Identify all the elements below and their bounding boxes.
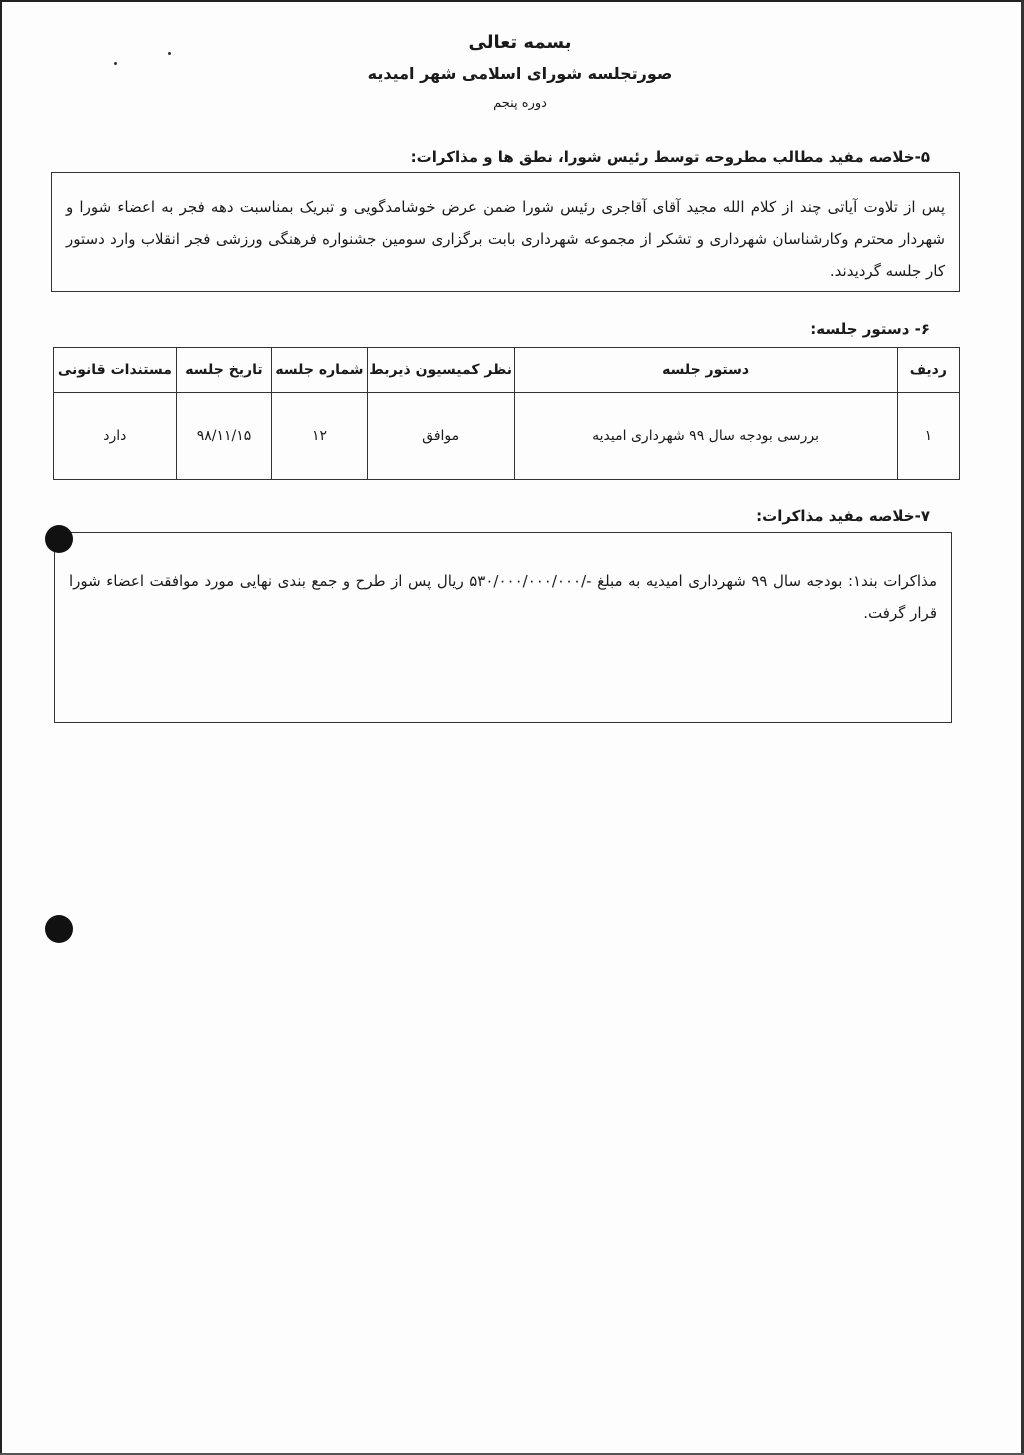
scan-speck [114,62,117,65]
header-session-date: تاریخ جلسه [176,348,272,393]
section5-box [51,172,960,292]
council-term: دوره پنجم [493,96,547,111]
section7-title: ۷-خلاصه مفید مذاکرات: [756,507,930,525]
scan-edge-left [0,0,2,1455]
header-commission: نظر کمیسیون ذیربط [367,348,514,393]
punch-hole [45,525,73,553]
cell-agenda: بررسی بودجه سال ۹۹ شهرداری امیدیه [514,393,897,480]
cell-row-number: ۱ [897,393,959,480]
agenda-table [53,347,960,480]
section7-body: مذاکرات بند۱: بودجه سال ۹۹ شهرداری امیدیه به مبلغ -/۵۳۰/۰۰۰/۰۰۰/۰۰۰ ریال پس از طرح و جمع بندی نهایی مورد موافقت اعضاء شورا قرار گرفت. [69,572,937,622]
header-session-number: شماره جلسه [272,348,368,393]
section5-body: پس از تلاوت آیاتی چند از کلام الله مجید آقای آقاجری رئیس شورا ضمن عرض خوشامدگویی و تبریک بمناسبت دهه فجر به اعضاء شورا و شهردار محترم وکارشناسان شهرداری و تشکر از مجموعه شهرداری بابت برگزاری سومین جشنواره فرهنگی ورزشی فجر انقلاب وارد دستور کار جلسه گردیدند. [66,198,945,280]
cell-session-date: ۹۸/۱۱/۱۵ [176,393,272,480]
cell-legal-docs: دارد [54,393,177,480]
header-agenda: دستور جلسه [514,348,897,393]
section5-title: ۵-خلاصه مفید مطالب مطروحه توسط رئیس شورا، نطق ها و مذاکرات: [410,148,930,166]
section6-title: ۶- دستور جلسه: [810,320,930,338]
scan-speck [168,52,171,55]
table-row [54,393,960,480]
header-legal-docs: مستندات قانونی [54,348,177,393]
cell-commission: موافق [367,393,514,480]
scan-edge-top [0,0,1024,2]
invocation: بسمه تعالی [468,32,572,53]
header-row-number: ردیف [897,348,959,393]
document-title: صورتجلسه شورای اسلامی شهر امیدیه [367,64,673,83]
punch-hole [45,915,73,943]
table-header-row [54,348,960,393]
cell-session-number: ۱۲ [272,393,368,480]
section7-box [54,532,952,723]
